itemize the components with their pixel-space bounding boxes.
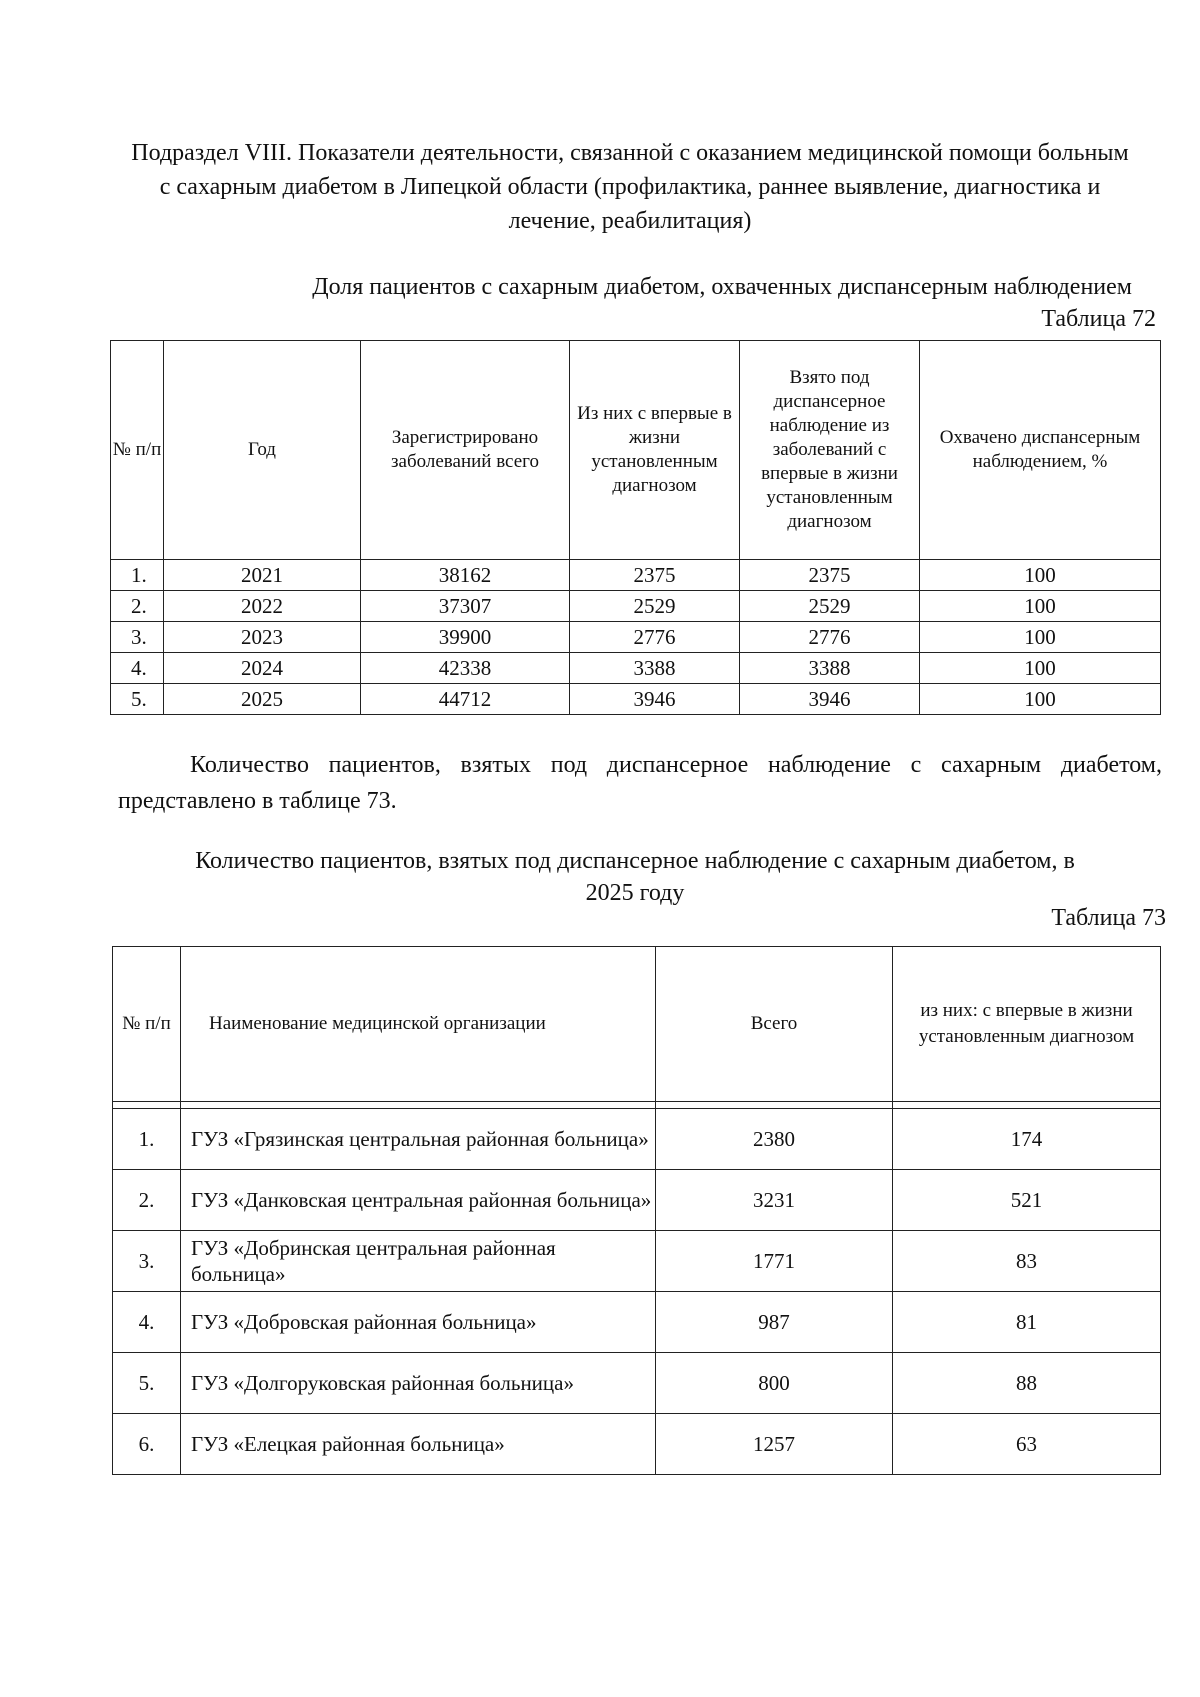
cell-coverage: 100	[920, 560, 1161, 591]
table-row	[113, 1170, 1161, 1231]
cell-num: 2.	[111, 591, 164, 622]
cell-org: ГУЗ «Данковская центральная районная больница»	[181, 1170, 656, 1231]
table73-header-first-time: из них: с впервые в жизни установленным диагнозом	[893, 947, 1161, 1102]
cell-registered: 38162	[361, 560, 570, 591]
cell-year: 2022	[164, 591, 361, 622]
table73-label: Таблица 73	[1051, 905, 1166, 931]
cell-org: ГУЗ «Долгоруковская районная больница»	[181, 1353, 656, 1414]
table-row	[113, 1109, 1161, 1170]
table73-header-num: № п/п	[113, 947, 181, 1102]
cell-num: 2.	[113, 1170, 181, 1231]
cell-taken: 2375	[740, 560, 920, 591]
cell-coverage: 100	[920, 684, 1161, 715]
cell-year: 2023	[164, 622, 361, 653]
cell-first-time: 3946	[570, 684, 740, 715]
cell-num: 5.	[113, 1353, 181, 1414]
table72-header-num: № п/п	[111, 341, 164, 560]
table72-header-coverage: Охвачено диспансерным наблюдением, %	[920, 341, 1161, 560]
cell-first-time: 521	[893, 1170, 1161, 1231]
table72-header-year: Год	[164, 341, 361, 560]
cell-org: ГУЗ «Добровская районная больница»	[181, 1292, 656, 1353]
cell-first-time: 2529	[570, 591, 740, 622]
table-row	[111, 560, 1161, 591]
cell-registered: 42338	[361, 653, 570, 684]
table73-header-org: Наименование медицинской организации	[181, 947, 656, 1102]
cell-org: ГУЗ «Добринская центральная районная больница»	[181, 1231, 656, 1292]
table72-header-first-time: Из них с впервые в жизни установленным диагнозом	[570, 341, 740, 560]
table72-label: Таблица 72	[1041, 306, 1156, 332]
cell-year: 2021	[164, 560, 361, 591]
cell-first-time: 2776	[570, 622, 740, 653]
cell-year: 2025	[164, 684, 361, 715]
table73-caption: Количество пациентов, взятых под диспансерное наблюдение с сахарным диабетом, в 2025 году	[195, 848, 1075, 906]
cell-total: 1771	[656, 1231, 893, 1292]
cell-num: 1.	[113, 1109, 181, 1170]
cell-first-time: 3388	[570, 653, 740, 684]
cell-total: 987	[656, 1292, 893, 1353]
cell-coverage: 100	[920, 622, 1161, 653]
cell-num: 5.	[111, 684, 164, 715]
cell-first-time: 83	[893, 1231, 1161, 1292]
table-row	[111, 591, 1161, 622]
table72	[110, 340, 1161, 715]
table73-header-total: Всего	[656, 947, 893, 1102]
table72-header-taken: Взято под диспансерное наблюдение из заболеваний с впервые в жизни установленным диагнозом	[740, 341, 920, 560]
cell-total: 1257	[656, 1414, 893, 1475]
table73	[112, 946, 1161, 1475]
table-row	[113, 1353, 1161, 1414]
table-row	[113, 1231, 1161, 1292]
cell-taken: 2776	[740, 622, 920, 653]
cell-taken: 3388	[740, 653, 920, 684]
cell-registered: 39900	[361, 622, 570, 653]
body-paragraph: Количество пациентов, взятых под диспансерное наблюдение с сахарным диабетом, представлено в таблице 73.	[118, 752, 1162, 814]
section-heading: Подраздел VIII. Показатели деятельности, связанной с оказанием медицинской помощи больным с сахарным диабетом в Липецкой области (профилактика, раннее выявление, диагностика и лечение, реабилитация)	[131, 140, 1129, 234]
cell-registered: 37307	[361, 591, 570, 622]
cell-org: ГУЗ «Елецкая районная больница»	[181, 1414, 656, 1475]
cell-org: ГУЗ «Грязинская центральная районная больница»	[181, 1109, 656, 1170]
cell-num: 3.	[111, 622, 164, 653]
cell-first-time: 88	[893, 1353, 1161, 1414]
cell-num: 4.	[111, 653, 164, 684]
table72-header-registered: Зарегистрировано заболеваний всего	[361, 341, 570, 560]
cell-first-time: 174	[893, 1109, 1161, 1170]
cell-total: 2380	[656, 1109, 893, 1170]
table-row	[111, 653, 1161, 684]
table72-header-row	[111, 341, 1161, 560]
cell-num: 6.	[113, 1414, 181, 1475]
table-row	[111, 622, 1161, 653]
cell-registered: 44712	[361, 684, 570, 715]
cell-first-time: 2375	[570, 560, 740, 591]
cell-first-time: 81	[893, 1292, 1161, 1353]
cell-num: 4.	[113, 1292, 181, 1353]
cell-taken: 2529	[740, 591, 920, 622]
cell-year: 2024	[164, 653, 361, 684]
table73-spacer	[113, 1102, 1161, 1109]
table73-header-row	[113, 947, 1161, 1102]
table-row	[111, 684, 1161, 715]
cell-taken: 3946	[740, 684, 920, 715]
cell-coverage: 100	[920, 591, 1161, 622]
cell-num: 1.	[111, 560, 164, 591]
table-row	[113, 1292, 1161, 1353]
cell-num: 3.	[113, 1231, 181, 1292]
table-row	[113, 1414, 1161, 1475]
cell-total: 3231	[656, 1170, 893, 1231]
cell-total: 800	[656, 1353, 893, 1414]
cell-first-time: 63	[893, 1414, 1161, 1475]
table72-caption: Доля пациентов с сахарным диабетом, охваченных диспансерным наблюдением	[312, 274, 1132, 300]
cell-coverage: 100	[920, 653, 1161, 684]
